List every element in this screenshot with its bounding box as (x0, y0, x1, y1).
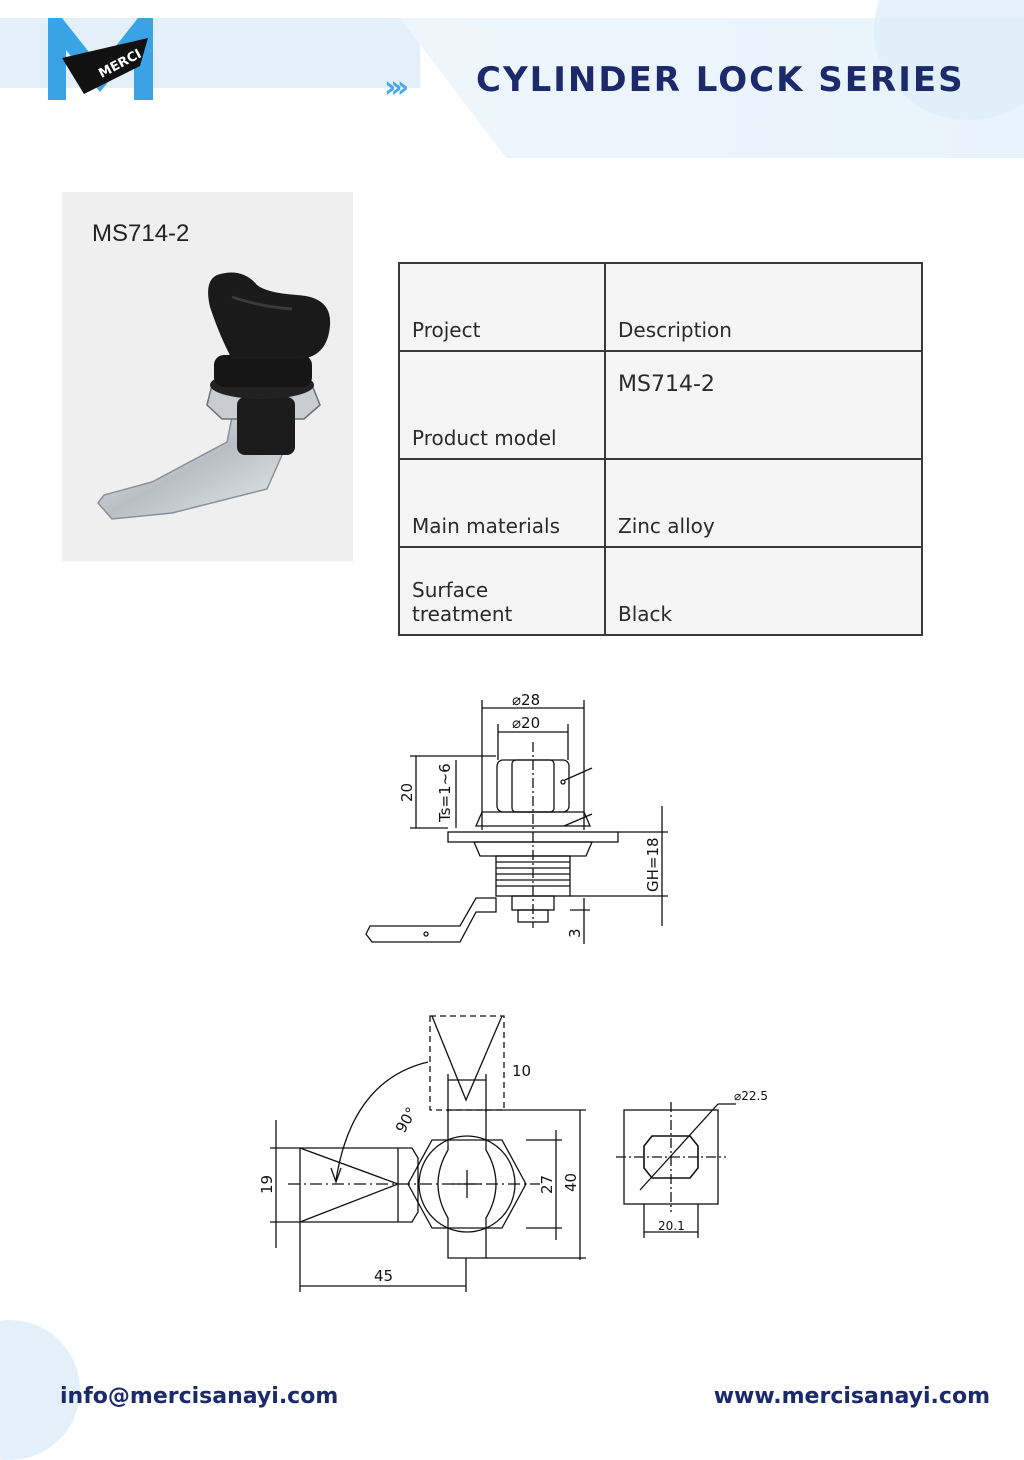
table-cell-description: Zinc alloy (605, 459, 922, 547)
diameter-symbol: ⌀ (512, 714, 522, 732)
dim-d28 (512, 691, 540, 709)
dim-h20: 20 (398, 782, 416, 802)
table-cell-description: MS714-2 (605, 351, 922, 459)
dim-d22 (734, 1089, 768, 1103)
merci-logo (48, 18, 153, 100)
spec-table (398, 262, 923, 636)
table-row (399, 263, 922, 351)
dim-w10: 10 (512, 1062, 532, 1080)
table-row (399, 547, 922, 635)
dim-h27: 27 (538, 1174, 556, 1194)
footer-email-link[interactable]: info@mercisanayi.com (60, 1384, 339, 1409)
dim-angle: 90° (391, 1103, 421, 1136)
dim-w20: 20.1 (658, 1219, 685, 1233)
diameter-symbol: ⌀ (512, 691, 522, 709)
dim-w45: 45 (374, 1267, 394, 1285)
table-cell-description: Description (605, 263, 922, 351)
dim-d28-value: 28 (521, 691, 541, 709)
dim-ts: Ts=1~6 (436, 763, 454, 822)
page-title: CYLINDER LOCK SERIES (476, 60, 965, 100)
svg-text:MERCI: MERCI (96, 46, 145, 82)
dim-d20-value: 20 (521, 714, 541, 732)
table-row (399, 351, 922, 459)
table-cell-project: Main materials (399, 459, 605, 547)
table-cell-project: Product model (399, 351, 605, 459)
table-row (399, 459, 922, 547)
table-cell-project: Surface treatment (399, 547, 605, 635)
diameter-symbol: ⌀ (734, 1089, 742, 1103)
dim-h40: 40 (562, 1172, 580, 1192)
dim-t3: 3 (566, 928, 584, 938)
product-label: MS714-2 (92, 220, 190, 247)
dim-d22-value: 22.5 (741, 1089, 768, 1103)
product-panel (62, 192, 353, 561)
table-cell-project: Project (399, 263, 605, 351)
footer-website-link[interactable]: www.mercisanayi.com (713, 1384, 990, 1409)
chevron-arrows-icon: ››› (384, 70, 404, 105)
dim-gh: GH=18 (644, 837, 662, 892)
product-photo (92, 267, 332, 542)
table-cell-description: Black (605, 547, 922, 635)
dim-d20 (512, 714, 540, 732)
dim-h19: 19 (258, 1174, 276, 1194)
